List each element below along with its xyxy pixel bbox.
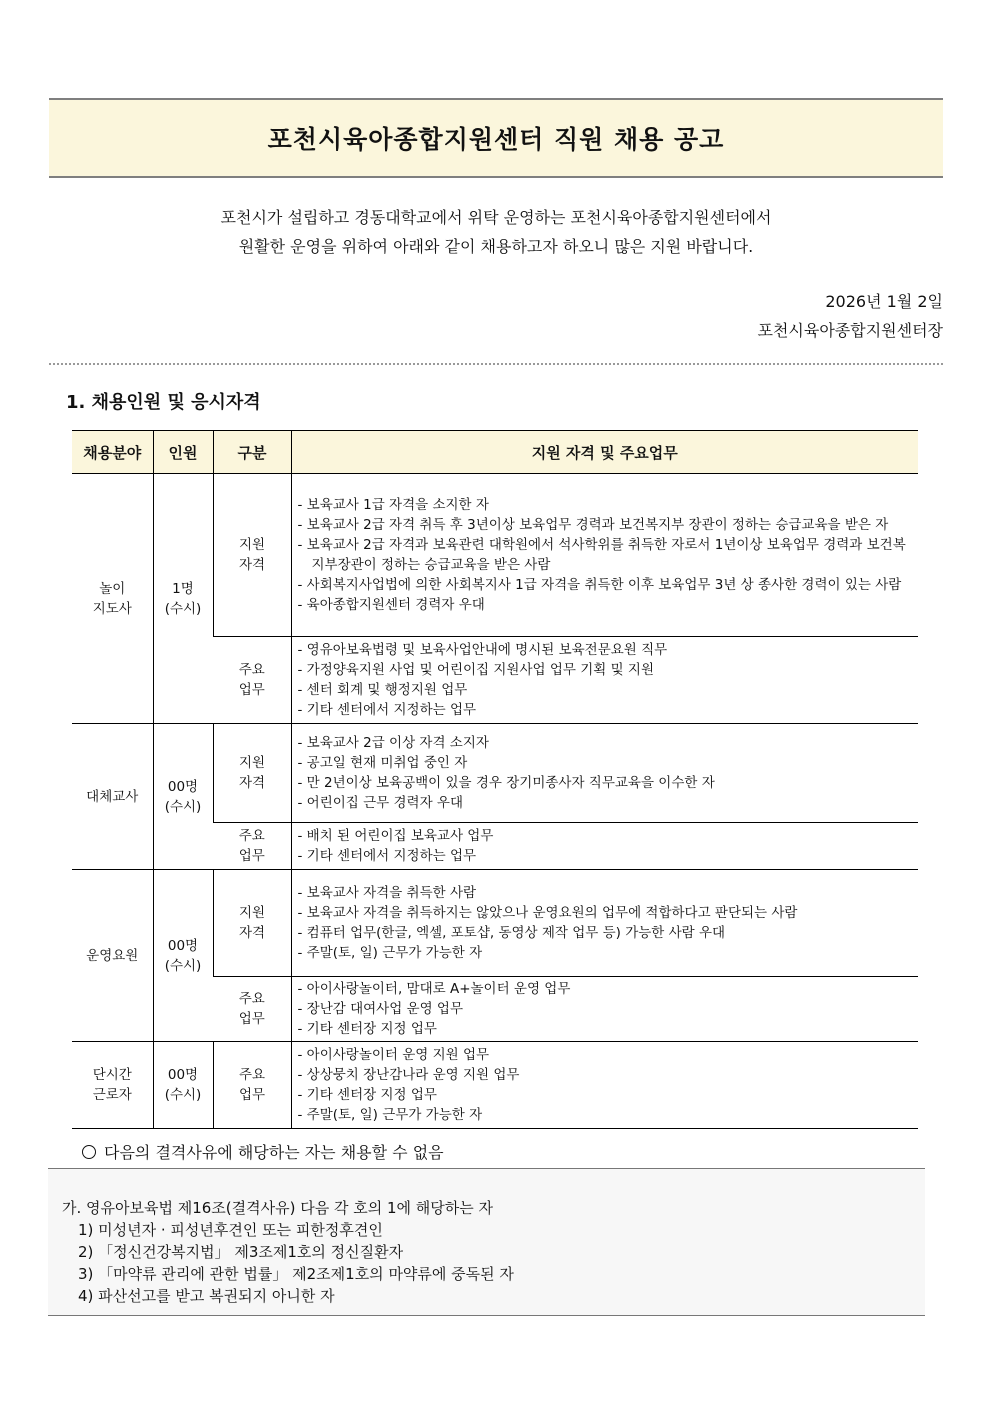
list-item: - 기타 센터장 지정 업무 [298,1085,913,1105]
list-item: - 배치 된 어린이집 보육교사 업무 [298,826,913,846]
details-cell [291,1042,918,1129]
title-banner [49,98,943,178]
detail-list [298,495,913,615]
disqualification-item: 2) 「정신건강복지법」 제3조제1호의 정신질환자 [78,1243,404,1261]
intro-text [49,203,943,261]
intro-line: 원활한 운영을 위하여 아래와 같이 채용하고자 하오니 많은 지원 바랍니다. [238,237,754,256]
field-cell: 단시간 근로자 [72,1042,153,1129]
list-item: - 육아종합지원센터 경력자 우대 [298,595,913,615]
field-cell: 운영요원 [72,870,153,1042]
details-cell [291,637,918,724]
list-item: - 보육교사 1급 자격을 소지한 자 [298,495,913,515]
list-item: - 가정양육지원 사업 및 어린이집 지원사업 업무 기획 및 지원 [298,660,913,680]
table-row [72,1042,918,1129]
list-item: - 어린이집 근무 경력자 우대 [298,793,913,813]
disqualification-box [48,1168,925,1316]
detail-list [298,883,913,963]
recruitment-table [72,430,918,1129]
dotted-divider [49,363,943,365]
list-item: - 컴퓨터 업무(한글, 엑셀, 포토샵, 동영상 제작 업무 등) 가능한 사람 우대 [298,923,913,943]
disqualification-item: 1) 미성년자 · 피성년후견인 또는 피한정후견인 [78,1221,383,1239]
header-details: 지원 자격 및 주요업무 [291,431,918,474]
type-cell: 주요 업무 [213,977,291,1042]
table-row [72,870,918,977]
count-cell: 00명 (수시) [153,724,213,870]
list-item: - 아이사랑놀이터 운영 지원 업무 [298,1045,913,1065]
list-item: - 보육교사 2급 자격 취득 후 3년이상 보육업무 경력과 보건복지부 장관이 정하는 승급교육을 받은 자 [298,515,913,535]
detail-list [298,1045,913,1125]
list-item: - 보육교사 자격을 취득하지는 않았으나 운영요원의 업무에 적합하다고 판단되는 사람 [298,903,913,923]
circle-bullet-icon [82,1145,96,1159]
list-item: - 보육교사 2급 자격과 보육관련 대학원에서 석사학위를 취득한 자로서 1년이상 보육업무 경력과 보건복지부장관이 정하는 승급교육을 받은 사람 [298,535,913,575]
list-item: - 기타 센터에서 지정하는 업무 [298,700,913,720]
count-cell: 1명 (수시) [153,474,213,724]
disqualification-head: 가. 영유아보육법 제16조(결격사유) 다음 각 호의 1에 해당하는 자 [62,1199,494,1217]
type-cell: 주요 업무 [213,637,291,724]
detail-list [298,640,913,720]
list-item: - 보육교사 2급 이상 자격 소지자 [298,733,913,753]
detail-list [298,733,913,813]
details-cell [291,870,918,977]
list-item: - 영유아보육법령 및 보육사업안내에 명시된 보육전문요원 직무 [298,640,913,660]
type-cell: 주요 업무 [213,1042,291,1129]
table-row [72,724,918,823]
list-item: - 보육교사 자격을 취득한 사람 [298,883,913,903]
disqualification-item: 3) 「마약류 관리에 관한 법률」 제2조제1호의 마약류에 중독된 자 [78,1265,514,1283]
list-item: - 아이사랑놀이터, 맘대로 A+놀이터 운영 업무 [298,979,913,999]
field-cell: 놀이 지도사 [72,474,153,724]
section-title: 1. 채용인원 및 응시자격 [66,392,261,413]
count-cell: 00명 (수시) [153,1042,213,1129]
details-cell [291,823,918,870]
date-block [758,287,943,345]
type-cell: 지원 자격 [213,474,291,637]
details-cell [291,977,918,1042]
field-cell: 대체교사 [72,724,153,870]
list-item: - 공고일 현재 미취업 중인 자 [298,753,913,773]
issuer-name: 포천시육아종합지원센터장 [757,321,943,340]
header-field: 채용분야 [72,431,153,474]
notice-text: 다음의 결격사유에 해당하는 자는 채용할 수 없음 [104,1143,444,1162]
list-item: - 장난감 대여사업 운영 업무 [298,999,913,1019]
header-type: 구분 [213,431,291,474]
type-cell: 지원 자격 [213,870,291,977]
header-count: 인원 [153,431,213,474]
list-item: - 상상뭉치 장난감나라 운영 지원 업무 [298,1065,913,1085]
disqualification-item: 4) 파산선고를 받고 복권되지 아니한 자 [78,1287,335,1305]
detail-list [298,979,913,1039]
intro-line: 포천시가 설립하고 경동대학교에서 위탁 운영하는 포천시육아종합지원센터에서 [220,208,772,227]
list-item: - 기타 센터장 지정 업무 [298,1019,913,1039]
list-item: - 기타 센터에서 지정하는 업무 [298,846,913,866]
list-item: - 센터 회계 및 행정지원 업무 [298,680,913,700]
list-item: - 주말(토, 일) 근무가 가능한 자 [298,1105,913,1125]
type-cell: 지원 자격 [213,724,291,823]
page-title: 포천시육아종합지원센터 직원 채용 공고 [267,125,725,154]
notice-line [82,1140,444,1163]
list-item: - 사회복지사업법에 의한 사회복지사 1급 자격을 취득한 이후 보육업무 3년 상 종사한 경력이 있는 사람 [298,575,913,595]
announcement-date: 2026년 1월 2일 [825,292,943,311]
list-item: - 주말(토, 일) 근무가 가능한 자 [298,943,913,963]
details-cell [291,474,918,637]
table-header-row [72,431,918,474]
type-cell: 주요 업무 [213,823,291,870]
count-cell: 00명 (수시) [153,870,213,1042]
list-item: - 만 2년이상 보육공백이 있을 경우 장기미종사자 직무교육을 이수한 자 [298,773,913,793]
details-cell [291,724,918,823]
detail-list [298,826,913,866]
table-row [72,474,918,637]
